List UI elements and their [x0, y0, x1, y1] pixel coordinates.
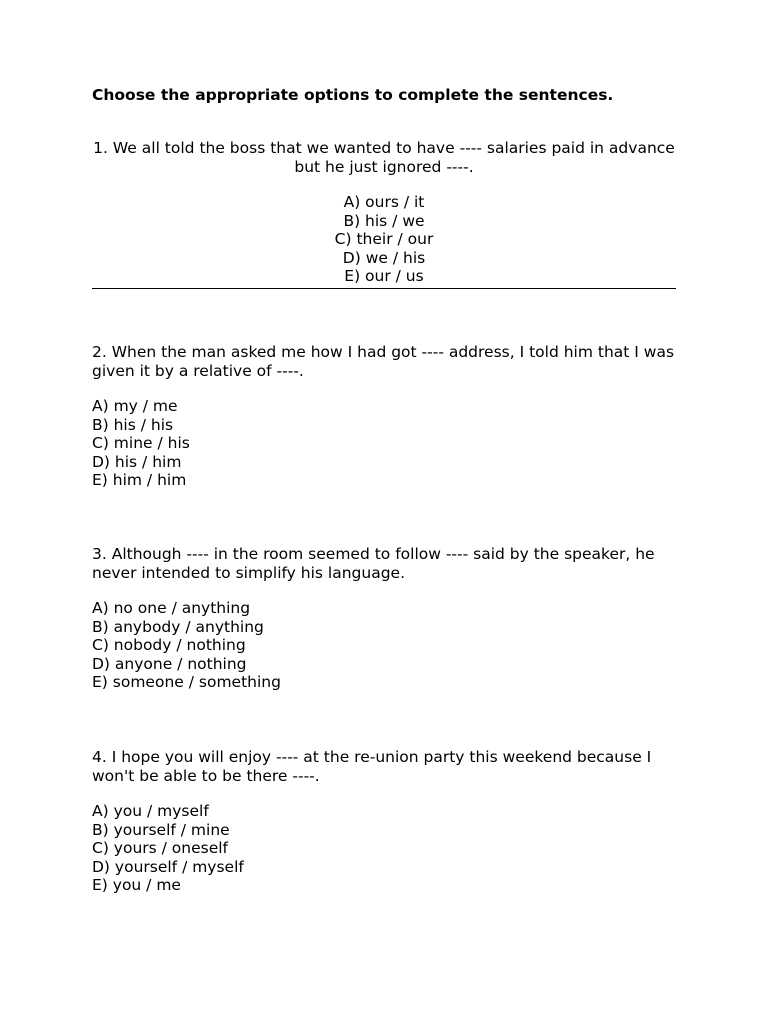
option-e: E) you / me [92, 876, 181, 894]
question-stem: 4. I hope you will enjoy ---- at the re-union party this weekend because I won't be able to be there ----. [92, 748, 652, 785]
option-b: B) yourself / mine [92, 820, 230, 839]
page-title: Choose the appropriate options to complete the sentences. [92, 86, 614, 104]
option-c: C) mine / his [92, 434, 190, 452]
option-list [92, 193, 676, 286]
question-4 [92, 748, 676, 895]
option-b: B) his / his [92, 415, 174, 434]
option-d: D) anyone / nothing [92, 654, 247, 673]
option-c: C) nobody / nothing [92, 636, 246, 654]
option-a: A) ours / it [343, 193, 425, 211]
option-a: A) no one / anything [92, 599, 251, 617]
option-c: C) yours / oneself [92, 839, 229, 857]
option-d: D) his / him [92, 452, 182, 471]
option-c: C) their / our [334, 230, 434, 248]
option-b: B) anybody / anything [92, 617, 264, 636]
divider-line [92, 288, 676, 289]
question-1 [92, 139, 676, 286]
question-stem: 2. When the man asked me how I had got ---- address, I told him that I was given it by a relative of ----. [92, 343, 675, 380]
option-e: E) someone / something [92, 673, 281, 691]
option-list [92, 397, 676, 490]
option-list [92, 599, 676, 692]
question-3 [92, 545, 676, 692]
question-2 [92, 343, 676, 490]
option-d: D) yourself / myself [92, 857, 244, 876]
option-a: A) you / myself [92, 802, 209, 820]
option-list [92, 802, 676, 895]
option-b: B) his / we [343, 211, 425, 230]
option-e: E) our / us [344, 267, 424, 285]
question-stem: 1. We all told the boss that we wanted to have ---- salaries paid in advance but he just ignored ----. [93, 139, 675, 176]
option-a: A) my / me [92, 397, 178, 415]
option-e: E) him / him [92, 471, 187, 489]
option-d: D) we / his [342, 248, 426, 267]
question-stem: 3. Although ---- in the room seemed to follow ---- said by the speaker, he never intended to simplify his language. [92, 545, 655, 582]
